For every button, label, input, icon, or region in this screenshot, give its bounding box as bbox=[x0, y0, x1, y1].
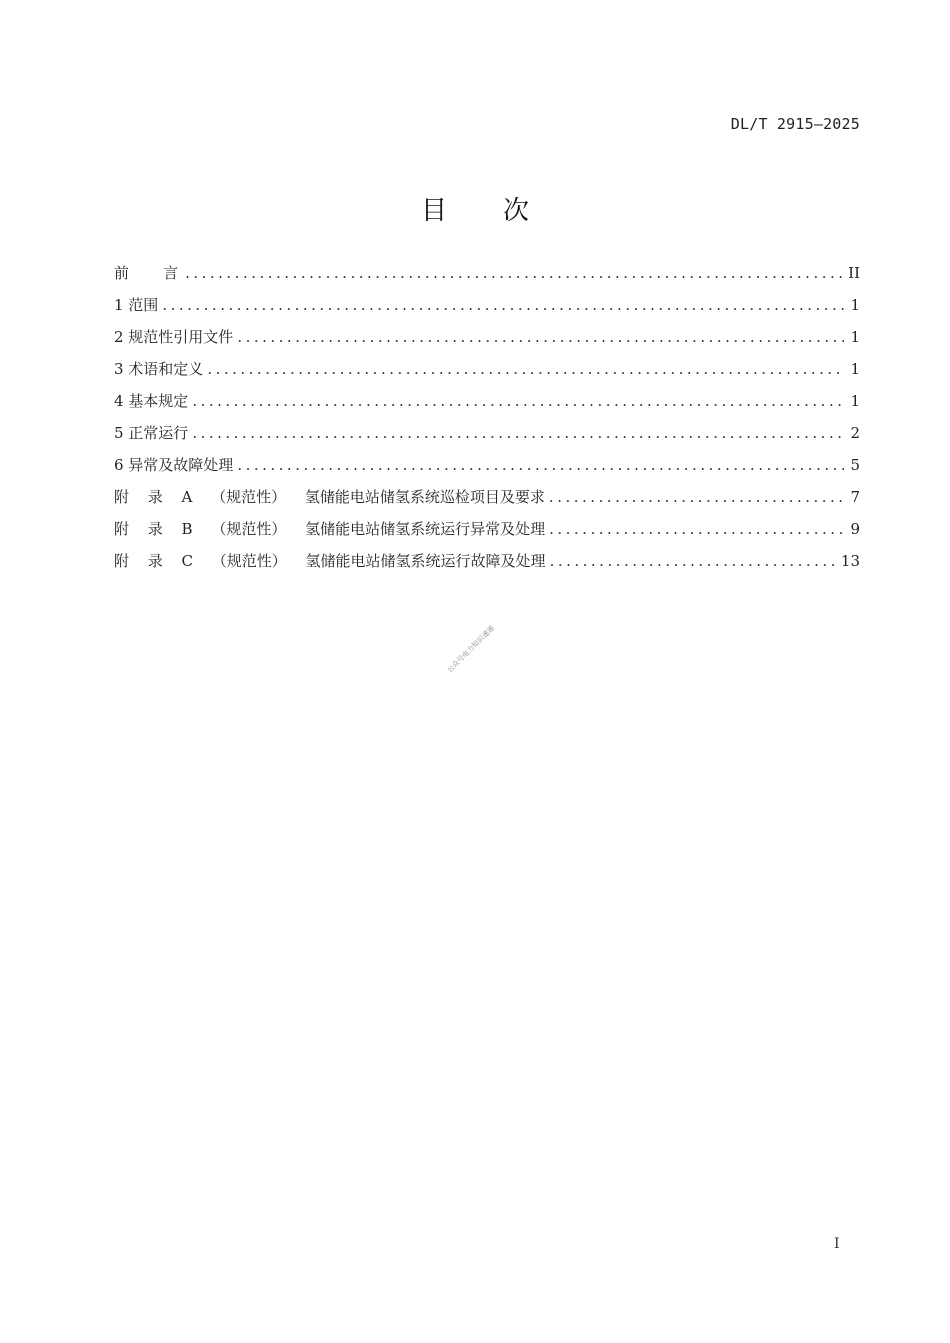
toc-entry-page: 1 bbox=[850, 296, 860, 314]
toc-entry-label: 附 录 C （规范性） 氢储能电站储氢系统运行故障及处理 bbox=[114, 552, 546, 570]
toc-entry-label: 5 正常运行 bbox=[114, 424, 189, 442]
toc-entry-label: 6 异常及故障处理 bbox=[114, 456, 234, 474]
page-number: I bbox=[834, 1236, 840, 1252]
toc-leader-dots bbox=[207, 360, 844, 378]
toc-entry-label: 前 言 bbox=[114, 264, 182, 282]
toc-entry-label: 附 录 A （规范性） 氢储能电站储氢系统巡检项目及要求 bbox=[114, 488, 545, 506]
toc-entry-label: 1 范围 bbox=[114, 296, 159, 314]
toc-leader-dots bbox=[549, 488, 844, 506]
toc-entry-page: 13 bbox=[840, 552, 860, 570]
table-of-contents bbox=[114, 262, 860, 582]
toc-leader-dots bbox=[550, 552, 835, 570]
standard-code: DL/T 2915—2025 bbox=[730, 115, 860, 133]
toc-entry-label: 2 规范性引用文件 bbox=[114, 328, 234, 346]
toc-leader-dots bbox=[162, 296, 844, 314]
toc-entry-page: 7 bbox=[850, 488, 860, 506]
toc-entry-scope[interactable] bbox=[114, 294, 860, 326]
toc-entry-page: II bbox=[848, 264, 860, 282]
toc-entry-normal-operation[interactable] bbox=[114, 422, 860, 454]
toc-entry-page: 1 bbox=[850, 328, 860, 346]
toc-leader-dots bbox=[549, 520, 844, 538]
toc-entry-page: 1 bbox=[850, 392, 860, 410]
toc-entry-appendix-a[interactable] bbox=[114, 486, 860, 518]
toc-entry-page: 1 bbox=[850, 360, 860, 378]
toc-entry-appendix-c[interactable] bbox=[114, 550, 860, 582]
toc-leader-dots bbox=[192, 424, 844, 442]
toc-entry-normative-references[interactable] bbox=[114, 326, 860, 358]
toc-leader-dots bbox=[237, 456, 844, 474]
toc-entry-foreword[interactable] bbox=[114, 262, 860, 294]
watermark: 公众号电力知识速递 bbox=[445, 624, 496, 675]
page-title: 目次 bbox=[420, 196, 585, 226]
toc-entry-label: 4 基本规定 bbox=[114, 392, 189, 410]
toc-leader-dots bbox=[185, 264, 842, 282]
toc-entry-page: 5 bbox=[850, 456, 860, 474]
toc-entry-page: 9 bbox=[850, 520, 860, 538]
toc-entry-abnormal-fault-handling[interactable] bbox=[114, 454, 860, 486]
toc-entry-basic-provisions[interactable] bbox=[114, 390, 860, 422]
toc-entry-page: 2 bbox=[850, 424, 860, 442]
toc-entry-label: 附 录 B （规范性） 氢储能电站储氢系统运行异常及处理 bbox=[114, 520, 546, 538]
toc-leader-dots bbox=[192, 392, 844, 410]
toc-entry-appendix-b[interactable] bbox=[114, 518, 860, 550]
toc-entry-label: 3 术语和定义 bbox=[114, 360, 204, 378]
toc-entry-terms-definitions[interactable] bbox=[114, 358, 860, 390]
toc-leader-dots bbox=[237, 328, 844, 346]
